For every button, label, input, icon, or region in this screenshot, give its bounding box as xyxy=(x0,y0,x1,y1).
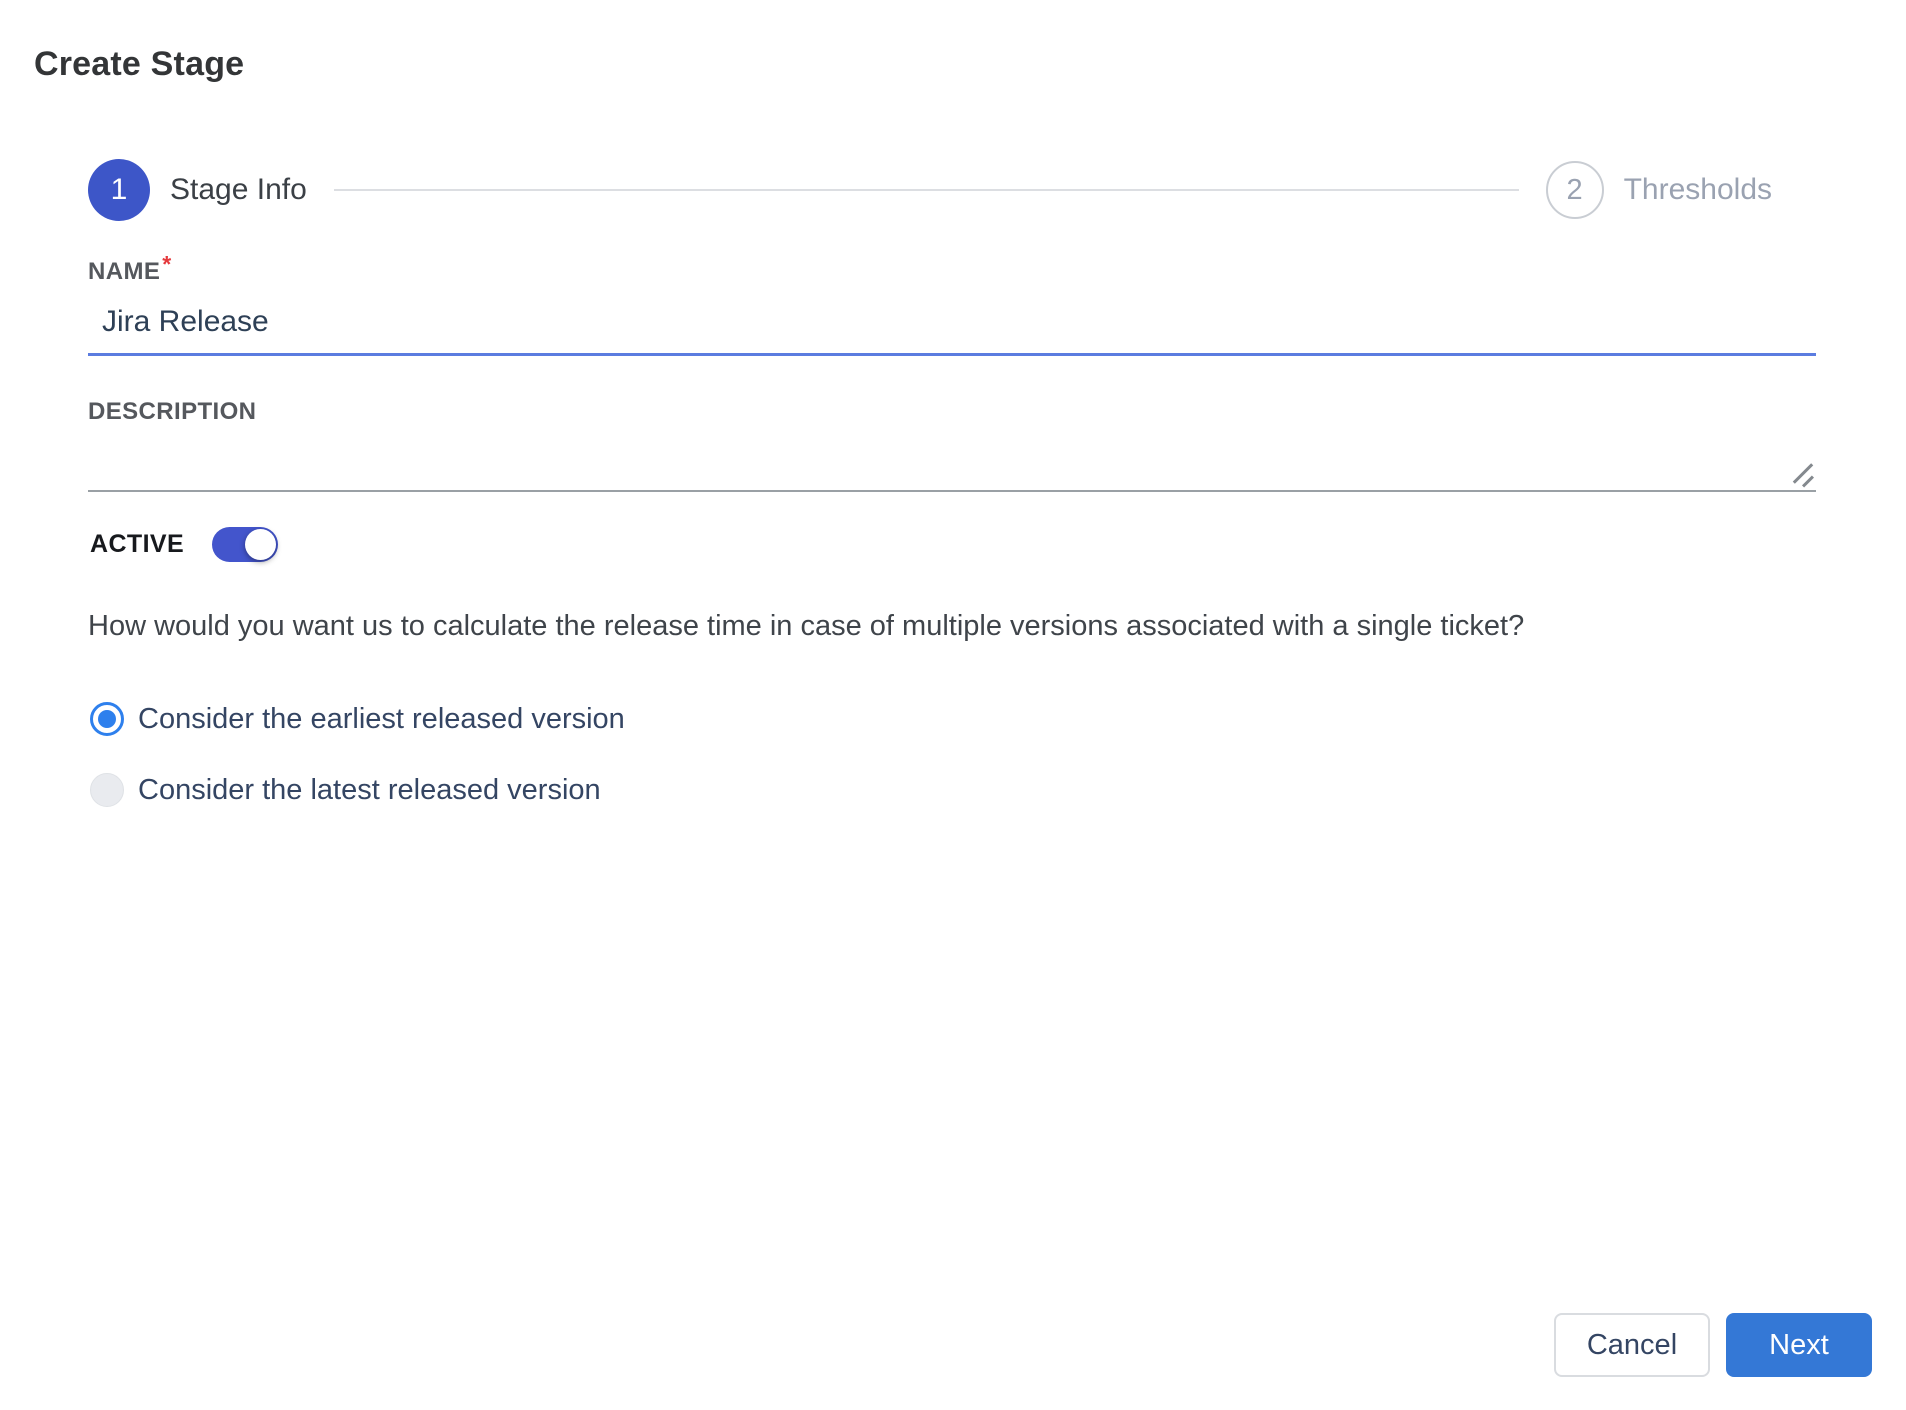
step-thresholds[interactable] xyxy=(1546,161,1772,219)
radio-latest-label: Consider the latest released version xyxy=(138,773,601,806)
step-stage-info[interactable] xyxy=(88,159,307,221)
radio-earliest-circle[interactable] xyxy=(90,702,124,736)
cancel-button[interactable]: Cancel xyxy=(1554,1313,1710,1377)
radio-option-latest[interactable] xyxy=(90,773,601,807)
step-2-label: Thresholds xyxy=(1623,173,1772,206)
stepper-connector-line xyxy=(334,189,1519,191)
active-toggle-row xyxy=(90,527,278,562)
description-field-label: DESCRIPTION xyxy=(88,398,257,425)
radio-latest-circle[interactable] xyxy=(90,773,124,807)
dialog-footer xyxy=(1554,1313,1872,1377)
name-label-text: NAME xyxy=(88,258,161,285)
radio-selected-dot-icon xyxy=(98,710,116,728)
page-title: Create Stage xyxy=(34,45,245,83)
radio-option-earliest[interactable] xyxy=(90,702,625,736)
toggle-knob-icon xyxy=(245,529,276,560)
resize-handle-icon[interactable] xyxy=(1790,461,1816,487)
step-1-circle[interactable]: 1 xyxy=(88,159,150,221)
step-1-label: Stage Info xyxy=(170,173,307,206)
next-button[interactable]: Next xyxy=(1726,1313,1872,1377)
required-asterisk: * xyxy=(162,251,172,277)
description-field-wrap xyxy=(88,428,1816,492)
name-field-label xyxy=(88,251,172,286)
step-2-circle[interactable]: 2 xyxy=(1546,161,1604,219)
active-toggle[interactable] xyxy=(212,527,278,562)
radio-earliest-label: Consider the earliest released version xyxy=(138,702,625,735)
description-textarea[interactable] xyxy=(88,428,1816,492)
stepper xyxy=(88,159,1772,221)
release-time-question: How would you want us to calculate the release time in case of multiple versions associated with a single ticket? xyxy=(88,610,1525,642)
name-input[interactable] xyxy=(88,296,1816,356)
active-label: ACTIVE xyxy=(90,530,185,558)
